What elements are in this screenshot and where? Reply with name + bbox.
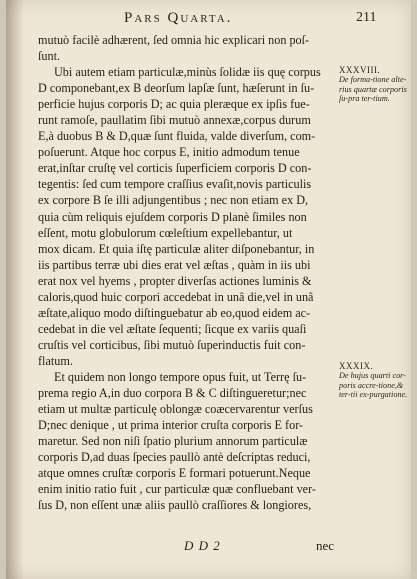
text-line: enim initio ratio fuit , cur particulæ quæ confluebant ver-	[38, 482, 316, 497]
text-line: Et quidem non longo tempore opus fuit, ut Terrę ſu-	[54, 369, 307, 384]
text-line: ſus D, non eſſent unæ aliis paullò craſſiores & longiores,	[38, 498, 312, 513]
margin-note-text: De forma-tione alte-rius quartæ corporis ſu-pra ter-tium.	[339, 75, 407, 103]
margin-note-text: De hujus quarti cor-poris accre-tione,& ter-tii ex-purgatione.	[339, 371, 408, 399]
text-line: D;nec denique , ut prima interior cruſta corporis E for-	[38, 418, 304, 433]
margin-note	[339, 362, 411, 399]
text-line: flatum.	[38, 353, 73, 368]
text-line: perficie hujus corporis D; ac quia pleræque ex ipſis fue-	[38, 97, 310, 112]
text-line: æſtate,aliquo modo diſtinguebatur ab eo,quod eidem ac-	[38, 305, 311, 320]
text-line: tegentis: ſed cum tempore craſſius evaſit,novis particulis	[38, 177, 312, 192]
body-text	[38, 32, 333, 513]
margin-note-number: XXXIX.	[339, 361, 374, 371]
text-line: mox dicam. Et quia iſtę particulæ aliter diſponebantur, in	[38, 241, 315, 256]
text-line: caloris,quod huic corpori accedebat in unâ die,vel in unâ	[38, 289, 314, 304]
text-line: erat,inſtar cruſtę vel corticis ſuperficiem corporis D con-	[38, 161, 312, 176]
text-line: erat nox vel hyems , propter diverſas actiones luminis &	[38, 273, 312, 288]
running-head	[6, 10, 411, 30]
text-line: quia cùm reliquis ejuſdem corporis D planè ſimiles non	[38, 209, 307, 224]
text-line: etiam ut multæ particulę oblongæ coæcervarentur verſus	[38, 402, 313, 417]
text-line: D componebant,ex B deorſum lapſæ ſunt, hæſerunt in ſu-	[38, 81, 315, 96]
running-title: Pars Quarta.	[124, 10, 233, 26]
text-line: iis partibus terræ ubi dies erat vel æſtas , quàm in iis ubi	[38, 257, 311, 272]
text-line: cedebat in die vel æſtate ſequenti; ſicque ex variis quaſi	[38, 321, 307, 336]
margin-note-number: XXXVIII.	[339, 65, 381, 75]
text-line: ex corpore B ſe illi adjungentibus ; nec non etiam ex D,	[38, 193, 309, 208]
text-line: runt ramoſe, paullatim ſibi mutuò annexæ,corpus durum	[38, 113, 311, 128]
page-gutter-shadow	[6, 0, 24, 579]
signature-mark: D D 2	[184, 538, 221, 553]
page-number: 211	[356, 10, 377, 25]
text-line: poſuerunt. Atque hoc corpus E, initio admodum tenue	[38, 145, 300, 160]
text-line: maretur. Sed non niſi ſpatio plurium annorum particulæ	[38, 434, 308, 449]
catchword: nec	[316, 538, 335, 553]
book-page	[6, 0, 411, 579]
text-line: prema regio A,in duo corpora B & C diſtingueretur;nec	[38, 386, 307, 401]
text-line: eſſent, motu globulorum cœleſtium expellebantur, ut	[38, 225, 293, 240]
margin-note	[339, 66, 411, 103]
text-line: mutuò facilè adhærent, ſed omnia hic explicari non poſ-	[38, 33, 310, 47]
text-line: cruſtis vel corticibus, ſibi mutuò ſuperinductis fuit con-	[38, 337, 306, 352]
text-line: ſunt.	[38, 49, 61, 64]
text-line: corporis D,ad duas ſpecies paullò antè deſcriptas reduci,	[38, 450, 311, 465]
text-line: Ubi autem etiam particulæ,minùs ſolidæ iis quę corpus	[54, 65, 321, 80]
page-footer	[6, 538, 411, 556]
text-line: E,à duobus B & D,quæ ſunt fluida, valde diverſum, com-	[38, 129, 316, 144]
text-line: atque omnes cruſtæ corporis E formari potuerunt.Neque	[38, 466, 311, 481]
